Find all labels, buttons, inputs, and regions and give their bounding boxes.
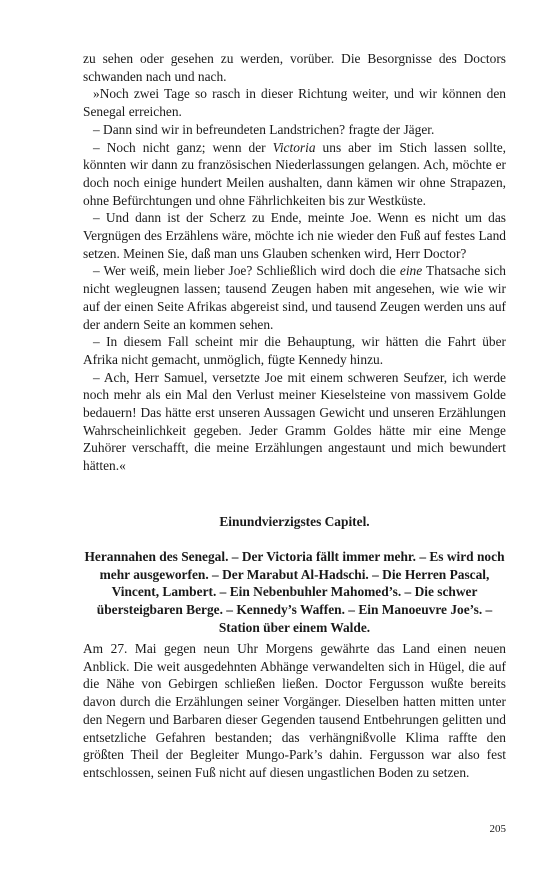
paragraph — [83, 50, 506, 85]
paragraph-text: zu sehen oder gesehen zu werden, vorüber. Die Besorgnisse des Doctors schwanden nach und nach. — [83, 51, 506, 84]
paragraph — [83, 139, 506, 210]
paragraph-text: – Wer weiß, mein lieber Joe? Schließlich wird doch die — [93, 263, 400, 279]
chapter-title: Einundvierzigstes Capitel. — [219, 514, 370, 529]
paragraph — [83, 369, 506, 475]
paragraph: Am 27. Mai gegen neun Uhr Morgens gewährte das Land einen neuen Anblick. Die weit ausgedehnten Abhänge verwandelten sich in Hügel, die auf die Nähe von Gebirgen schließen ließen. Doctor Fergusson wußte bereits davon durch die Erzählungen seiner Vorgänger. Dieselben hatten mitten unter den Negern und Barbaren dieser Gegenden tausend Entbehrungen gelitten und entsetzliche Gefahren bestanden; das verhängnißvolle Klima raffte den größten Theil der Begleiter Mungo-Park’s dahin. Fergusson war also fest entschlossen, seinen Fuß nicht auf diesen ungastlichen Boden zu setzen. — [83, 641, 506, 780]
paragraph-text: – Ach, Herr Samuel, versetzte Joe mit einem schweren Seufzer, ich werde noch mehr als ein Mal den Verlust meiner Kieselsteine von massivem Golde bedauern! Das hätte erst unseren Aussagen Gewicht und unseren Erzählungen Wahrscheinlichkeit gegeben. Jeder Gramm Goldes hätte mir eine Menge Zuhörer verschafft, die meine Erzählungen angestaunt und mich bewundert hätten.« — [83, 369, 506, 474]
paragraph-text: – Dann sind wir in befreundeten Landstrichen? fragte der Jäger. — [93, 121, 435, 137]
paragraph-text: – In diesem Fall scheint mir die Behauptung, wir hätten die Fahrt über Afrika nicht gemacht, unmöglich, fügte Kennedy hinzu. — [83, 334, 506, 367]
narrative-section — [83, 640, 506, 782]
paragraph — [83, 333, 506, 368]
paragraph — [83, 209, 506, 262]
paragraph-text: Thatsache sich nicht wegleugnen lassen; tausend Zeugen haben mit angesehen, wie wie wir auf der einen Seite Afrikas abgereist sind, und tausend Zeugen werden uns auf der andern Seite an kommen sehen. — [83, 263, 506, 332]
emphasis-text: Victoria — [272, 139, 316, 155]
dialogue-section — [83, 50, 506, 475]
paragraph — [83, 85, 506, 120]
paragraph-text: – Noch nicht ganz; wenn der — [93, 139, 273, 155]
paragraph-text: – Und dann ist der Scherz zu Ende, meinte Joe. Wenn es nicht um das Vergnügen des Erzählens wäre, möchte ich nie wieder den Fuß auf festes Land setzen. Meinen Sie, daß man uns Glauben schenken wird, Herr Doctor? — [83, 210, 506, 261]
paragraph — [83, 262, 506, 333]
paragraph-text: »Noch zwei Tage so rasch in dieser Richtung weiter, und wir können den Senegal erreichen. — [83, 86, 506, 120]
page-number: 205 — [489, 823, 506, 835]
emphasis-text: eine — [399, 263, 423, 279]
chapter-summary: Herannahen des Senegal. – Der Victoria fällt immer mehr. – Es wird noch mehr ausgeworfen. – Der Marabut Al-Hadschi. – Die Herren Pascal, Vincent, Lambert. – Ein Nebenbuhler Mahomed’s. – Die schwer übersteigbaren Berge. – Kennedy’s Waffen. – Ein Manoeuvre Joe’s. – Station über einem Walde. — [84, 549, 505, 635]
paragraph-text: uns aber im Stich lassen sollte, könnten wir dann zu französischen Niederlassungen gelangen. Ach, möchte er doch noch einige hundert Meilen aushalten, dann kämen wir ohne Strapazen, ohne Befürchtungen und ohne Fährlichkeiten bis zur Westküste. — [83, 139, 506, 208]
paragraph — [83, 121, 506, 139]
